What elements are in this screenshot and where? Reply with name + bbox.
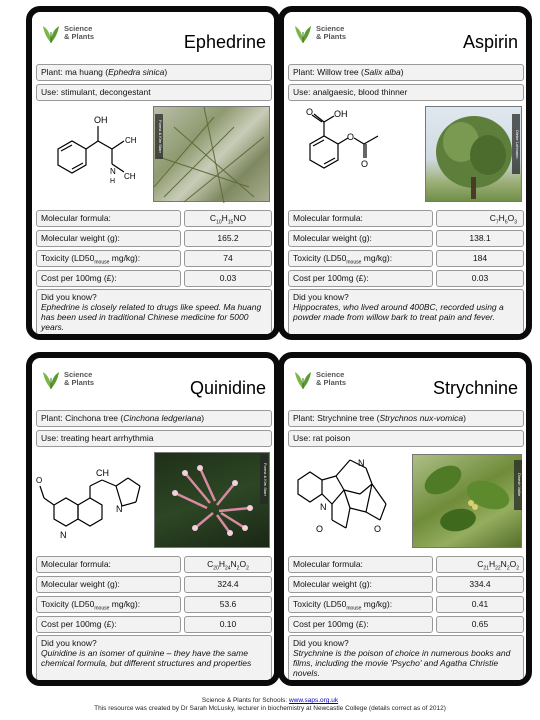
cost-row: Cost per 100mg (£): 0.03 [36, 270, 272, 287]
willow-tree [426, 107, 523, 203]
willow-photo [425, 106, 522, 202]
ephedra-photo [153, 106, 270, 202]
molecular-weight-row: Molecular weight (g): 165.2 [36, 230, 272, 247]
leaf-icon [292, 370, 314, 390]
cost-row: Cost per 100mg (£): 0.03 [288, 270, 524, 287]
did-you-know: Did you know? Ephedrine is closely related to drugs like speed. Ma huang has been used in traditional Chinese medicine for 5000 years. [36, 289, 272, 336]
cost-row: Cost per 100mg (£): 0.65 [288, 616, 524, 633]
svg-text:N: N [320, 502, 327, 512]
plant-bar: Plant: Strychnine tree (Strychnos nux-vomica) [288, 410, 524, 427]
svg-text:N: N [60, 530, 67, 540]
svg-text:H: H [110, 178, 116, 185]
svg-text:OH: OH [94, 115, 108, 125]
card-title: Strychnine [432, 378, 518, 398]
plant-bar: Plant: ma huang (Ephedra sinica) [36, 64, 272, 81]
card-title: Aspirin [462, 32, 518, 52]
plant-bar: Plant: Willow tree (Salix alba) [288, 64, 524, 81]
use-bar: Use: analgaesic, blood thinner [288, 84, 524, 101]
molecular-weight-row: Molecular weight (g): 324.4 [36, 576, 272, 593]
photo-credit: Dinesh Valke [514, 460, 522, 510]
did-you-know: Did you know? Quinidine is an isomer of quinine – they have the same chemical formula, but different structures and properties [36, 635, 272, 682]
use-bar: Use: treating heart arrhythmia [36, 430, 272, 447]
card-title: Quinidine [189, 378, 266, 398]
toxicity-row: Toxicity ($LD50_{mouse}$ mg/kg): 74 [36, 250, 272, 267]
leaf-icon [40, 370, 62, 390]
use-bar: Use: rat poison [288, 430, 524, 447]
toxicity-row: Toxicity ($LD50_{mouse}$ mg/kg): 53.6 [36, 596, 272, 613]
svg-text:O: O [316, 524, 324, 534]
strychnine-leaves [413, 455, 523, 549]
formula-value: $C_{21}H_{22}N_2O_2$ [436, 556, 524, 573]
cinchona-flowers [155, 453, 271, 549]
card-header [284, 358, 526, 404]
quinidine-structure [36, 450, 156, 550]
svg-text:OH: OH [334, 109, 348, 119]
cost-row: Cost per 100mg (£): 0.10 [36, 616, 272, 633]
strychnine-tree-photo [412, 454, 522, 548]
svg-text:CH: CH [125, 136, 137, 145]
molecular-formula-row: Molecular formula: $C_{21}H_{22}N_2O_2$ [288, 556, 524, 573]
formula-value: $C_{20}H_{24}N_2O_2$ [184, 556, 272, 573]
footer-line-2: This resource was created by Dr Sarah McLusky, lecturer in biochemistry at Newcastle College (details correct as of 2012) [94, 705, 446, 712]
image-area [288, 450, 524, 550]
image-area [288, 104, 524, 204]
card-quinidine [26, 352, 280, 686]
molecular-formula-row: Molecular formula: $C_7H_6O_3$ [288, 210, 524, 227]
ephedrine-structure [36, 104, 146, 204]
strychnine-structure [288, 450, 408, 550]
photo-credit: Dieter Lohmann [512, 114, 520, 174]
toxicity-row: Toxicity ($LD50_{mouse}$ mg/kg): 184 [288, 250, 524, 267]
molecular-formula-row: Molecular formula: $C_{10}H_{15}NO$ [36, 210, 272, 227]
image-area [36, 104, 272, 204]
svg-text:O: O [306, 107, 314, 117]
plant-bar: Plant: Cinchona tree (Cinchona ledgeriana) [36, 410, 272, 427]
photo-credit: Forest & Kim Starr [260, 454, 268, 504]
saps-link[interactable]: www.saps.org.uk [288, 697, 339, 704]
molecular-weight-row: Molecular weight (g): 334.4 [288, 576, 524, 593]
card-strychnine [278, 352, 532, 686]
footer-line-1: Science & Plants for Schools: www.saps.org.uk [201, 697, 339, 704]
molecular-formula-row: Molecular formula: $C_{20}H_{24}N_2O_2$ [36, 556, 272, 573]
ephedra-stems [154, 107, 271, 203]
formula-value: $C_{10}H_{15}NO$ [184, 210, 272, 227]
svg-text:CH: CH [96, 468, 109, 478]
leaf-icon [40, 24, 62, 44]
saps-logo: Science & Plants [292, 22, 352, 52]
svg-text:N: N [358, 458, 365, 468]
card-aspirin [278, 6, 532, 340]
formula-value: $C_7H_6O_3$ [436, 210, 524, 227]
svg-text:N: N [110, 167, 116, 176]
svg-text:O: O [347, 132, 355, 142]
saps-logo: Science & Plants [40, 22, 100, 52]
image-area [36, 450, 272, 550]
svg-text:O: O [374, 524, 382, 534]
card-title: Ephedrine [183, 32, 266, 52]
footer [0, 697, 540, 713]
molecular-weight-row: Molecular weight (g): 138.1 [288, 230, 524, 247]
svg-text:O: O [36, 476, 43, 485]
cinchona-photo [154, 452, 270, 548]
card-header [284, 12, 526, 58]
leaf-icon [292, 24, 314, 44]
svg-text:O: O [361, 159, 369, 169]
card-header [32, 12, 274, 58]
svg-text:CH: CH [124, 172, 136, 181]
card-header [32, 358, 274, 404]
aspirin-structure [288, 104, 418, 204]
saps-logo: Science & Plants [292, 368, 352, 398]
toxicity-row: Toxicity ($LD50_{mouse}$ mg/kg): 0.41 [288, 596, 524, 613]
did-you-know: Did you know? Strychnine is the poison of choice in numerous books and films, including the movie 'Psycho' and Agatha Christie novels. [288, 635, 524, 682]
card-ephedrine [26, 6, 280, 340]
use-bar: Use: stimulant, decongestant [36, 84, 272, 101]
photo-credit: Forest & Kim Starr [155, 114, 163, 159]
svg-text:N: N [116, 504, 123, 514]
saps-logo: Science & Plants [40, 368, 100, 398]
did-you-know: Did you know? Hippocrates, who lived around 400BC, recorded using a powder made from willow bark to treat pain and fever. [288, 289, 524, 336]
